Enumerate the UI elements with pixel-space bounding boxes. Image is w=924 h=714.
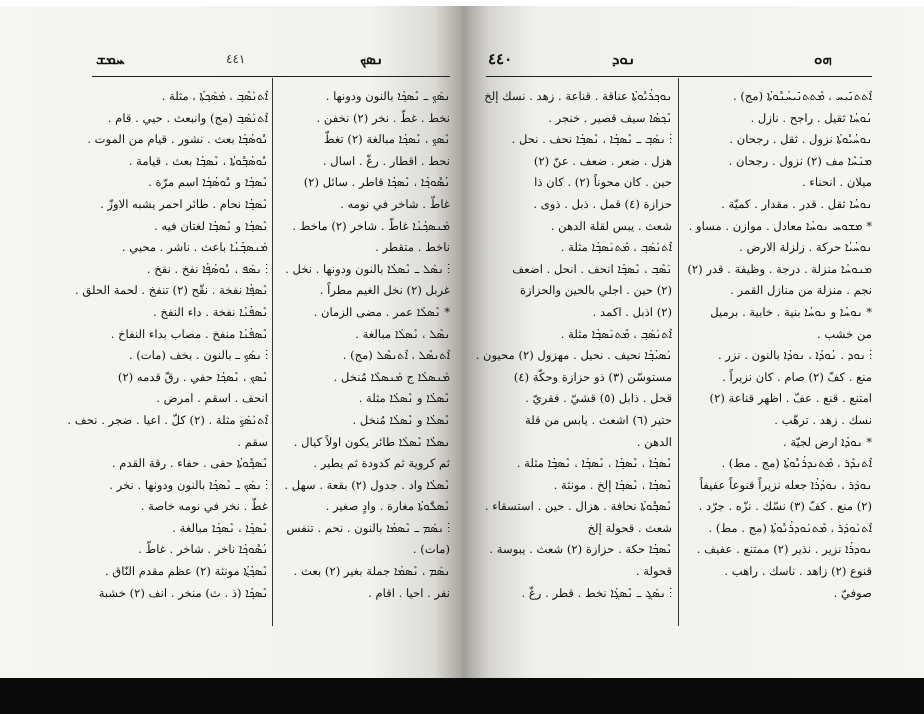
dictionary-line: ܐܶܬܢܰܣܰܒ݂ ، ܡܶܬܢܰܣܒ݂ܳܐ مثلة . [560,240,672,255]
dictionary-line: غربل (٢) نخل الغيم مطراً . [319,283,450,298]
dictionary-line: ܢܳܘܚܳܐ ثقيل . راجح . نازل . [750,110,872,125]
dictionary-line: ܢܳܣܽܘܟ݂ܳܐ ، ܢܶܣܟ݂ܳܐ قاطر . سائل (٢) [303,175,450,190]
left-page-header-right: ܢܣܟ [360,50,384,68]
dictionary-line: قحولة . [635,564,672,579]
dictionary-line: ܢܶܣܦܳܢܳܐ نفخة . داء النفخ . [153,304,268,319]
left-page-header-left: ܚܡܫ [96,50,125,68]
dictionary-line: ܢܣܰܟ݂ ـ ܢܶܣܟ݂ܳܐ بالنون ودونها . [325,89,450,103]
dictionary-line: ܢܶܣܒ݂ܳܐ نحام . طائر احمر يشبه الاوزّ . [100,196,268,211]
dictionary-line: امتنع . قنع . عفّ . اظهر قناعة (٢) [709,391,872,406]
dictionary-line: نسك . زهد . ترهّب . [774,412,872,427]
dictionary-line: هزل . ضعر . ضعف . عنّ (٢) [533,153,672,168]
dictionary-line: غطّ . نخر في نومه خاصة . [140,499,268,514]
dictionary-line: شعث . يبس لقلة الدهن . [550,218,672,233]
right-page-header-left: ܢܘܕ [612,50,636,68]
dictionary-line: ܢܶܣܦܳܢܳܐ منفخ . مصاب بداء النفاخ . [110,326,268,341]
right-page-header-right: ܗܘ [814,50,832,68]
dictionary-line: * ܢܘܕܳܐ ارض لجيّة . [782,434,872,449]
left-column-divider [272,78,273,626]
dictionary-line: ܐܶܬܢܰܣܰܒ݂ ، ܡܶܬܢܰܣܒ݂ܳܐ مثلة . [560,326,672,341]
dictionary-line: ميلان . انحناء . [802,175,872,190]
dictionary-line: (٢) حين . اجلي بالحين والحزازة [519,283,672,298]
dictionary-line: ܢܶܣܟ݂ܽܘܬܳܐ حفى . حفاء . رقة القدم . [111,456,268,471]
dictionary-line: ܢܳܣܽܘܟ݂ܳܐ ناخر . شاخر . غاطّ . [138,542,268,557]
dictionary-line: حتير (٦) اشعث . يابس من قلة [525,412,672,427]
right-page-number [488,50,512,74]
dictionary-line: ܢܽܘܣܳܒ݂ܳܐ بعث . نشور . قيام من الموت . [87,132,268,147]
right-inner-column [475,86,672,626]
dictionary-line: انحف . اسقم . امرض . [156,391,268,406]
dictionary-line: نجم . منزلة من منازل القمر . [730,283,872,298]
scan-bottom-edge [0,678,924,714]
dictionary-line: ܢܶܣܒ݂ܳܐ و ܢܽܘܣܳܒ݂ܳܐ اسم مرّة . [148,175,268,190]
dictionary-line: ⁝ ܢܣܰܡ ـ ܢܶܣܡܳܐ بالنون . نحم . تنفس [286,520,450,535]
right-header-rule [486,76,872,77]
dictionary-line: ܢܣܰܡ ، ܢܶܣܡܳܐ جملة بغير (٢) بعث . [293,564,450,579]
left-page-number: ٤٤١ [226,52,246,66]
dictionary-line: ܢܘܚܳܝܳܐ حركة . زلزلة الارض . [739,240,872,255]
dictionary-line: ܢܶܣܦ݂ܳܐ نفخة . نقّح (٢) تنفخ . لحمة الحلق . [75,283,268,298]
dictionary-line: سقم . [237,434,268,449]
dictionary-line: ܐܶܬܢܰܣܰܒ݂ (مج) وانبعث . حيي . قام . [107,110,268,125]
dictionary-line: ܡܢܰܚܶܐ مف (٢) نزول . رجحان . [728,153,872,168]
dictionary-line: ܢܶܣܒ݂ܳܐ و ܢܶܣܒ݂ܳܐ لغتان فيه . [154,218,268,233]
dictionary-line: ܢܶܣܟ݂ ، ܢܶܣܟ݂ܳܐ مبالغة (٢) تغطّ [323,132,450,147]
dictionary-line: ⁝ ܢܣܰܒ݂ ـ ܢܶܣܒ݂ܳܐ ، ܢܶܣܒ݂ܳܐ نحف . نحل . [511,132,672,147]
dictionary-line: ܢܘܕܰܪ ، ܢܘܕܳܪܳܐ جعله نزيراً قنوعاً عفيفاً [699,477,872,492]
dictionary-line: ⁝ ܢܘܕ . ܢܳܘܕܳܐ ، ܢܘܕܳܐ بالنون . نزر . [717,348,872,363]
dictionary-line: من خشب . [817,326,872,341]
left-inner-column [278,86,450,626]
dictionary-line: ⁝ ܢܣܰܦ ، ܢܽܘܣܳܦ݂ܳܐ نفخ . نقخ . [146,261,268,276]
dictionary-line: صوفيّ . [833,585,872,600]
dictionary-line: شعث . قحولة إلخ [587,520,672,535]
left-page [0,6,462,678]
dictionary-line: نخط . غطّ . نخر (٢) نخفن . [316,110,450,125]
dictionary-line: ܢܰܣܶܒ݂ ، ܢܶܣܒ݂ܳܐ انحف . انحل . اضعف [512,261,672,276]
dictionary-line: ܢܘܕܪܳܐ نزير . نذير (٢) ممتنع . عفيف . [696,542,872,557]
dictionary-line: ⁝ ܢܣܰܟ ـ ܢܶܣܟ݂ܳܐ بالنون ودونها . نخر . [109,477,268,492]
dictionary-line: ܢܘܚܳܝܽܘܬܳܐ نزول . ثقل . رجحان . [729,132,872,147]
dictionary-line: ܢܣܠܳܐ ܢܶܣܠܳܐ طائر يكون اولاً كيال . [293,434,450,449]
dictionary-line: ⁝ ܢܣܰܓ݂ ـ ܢܶܣܓ݂ܳܐ نخط . قطر . رغّ . [521,585,672,600]
dictionary-line: ܢܶܣܠܳܐ واد . جدول (٢) بقعة . سهل . [284,477,450,492]
dictionary-line: ܡܰܢܣܠܳܐ ج ܡܰܢܣܠܶܐ مُنخل . [333,369,450,384]
dictionary-line: ܐܶܬܢܰܣܶܒ݂ ، ܡܰܣܰܟ݂ܬܳܐ ، مثلة . [161,89,268,103]
dictionary-line: ܢܶܣܒ݂ܳܐ ، ܢܶܣܒ݂ܳܐ ، ܢܶܣܒ݂ܳܐ ، ܢܶܣܒ݂ܳܐ مثلة . [516,456,672,471]
dictionary-line: ܐܶܬܢܕܶܪ ، ܡܶܬܢܕܪܳܢܽܘܬܳܐ (مج . مط) . [721,456,872,471]
dictionary-line: ܢܶܣܟ݂ܳܐ ، ܢܶܣܟ݂ܳܐ مبالغة . [172,520,268,535]
dictionary-line: ܐܶܬܢܰܘܕܰܪ ، ܡܶܬܢܰܘܕܪܳܢܽܘܬܳܐ (مج . مط) . [708,520,872,535]
dictionary-line: ܢܶܣܟ݂ܳܬ݂ܳܐ مونثة (٢) عظم مقدم النّاق . [104,564,268,579]
dictionary-line: ܡܰܢܣܒ݂ܳܢܳܐ باعث . ناشر . محيي . [121,240,268,255]
right-outer-column [684,86,872,626]
dictionary-line: ܡܢܘܚܳܐ منزلة . درجة . وظيفة . قدر (٢) [687,261,872,276]
dictionary-line: ܐܶܬܢܰܣܰܟ݂ مثلة . (٢) كلّ . اعيا . ضجر . نحف . [67,412,268,427]
dictionary-line: * ܡܫܘܚ ܢܘܚܳܐ معادل . موازن . مساو . [688,218,872,233]
left-header-rule [92,76,450,77]
dictionary-line: * ܢܘܚܳܐ و ܢܘܚܳܐ بنية . خابية . برميل [710,304,872,319]
dictionary-line: ܢܶܣܒ݂ܽܘܬܳܐ نحافة . هزال . حين . استسقاء . [484,499,672,514]
dictionary-line: ܢܶܣܠܽܘܬܳܐ مغارة . وادٍ صغير . [325,499,450,514]
dictionary-line: * ܢܶܣܠܳܐ عمر . مضى الزمان . [313,304,450,319]
dictionary-line: ناخط . متقطر . [375,240,450,255]
dictionary-line: ܢܘܟ݂ܪܳܝܽܘܬܳܐ عناقة . قناعة . زهد . نسك إلخ [484,89,672,103]
dictionary-line: ثم كروية ثم كدودة ثم يطير . [313,456,450,471]
dictionary-line: ܢܘܚܳܐ ثقل . قدر . مقدار . كميّة . [721,196,872,211]
dictionary-line: ⁝ ܢܣܰܟ݂ ـ بالنون . بخف (مات) . [128,348,268,363]
dictionary-line: ܢܶܣܒ݂ܳܐ ، ܢܶܣܒ݂ܳܐ إلخ . مونثة . [553,477,672,492]
dictionary-line: مستوسّن (٣) ذو حزازة وحكّة (٤) [513,369,672,384]
dictionary-line: ܐܶܬܢܣܶܠ ، ܐܶܬܢܣܶܠ (مج) . [342,348,450,363]
dictionary-line: حين . كان محوناً (٢) . كان ذا [534,175,672,190]
dictionary-line: ܢܶܟ݂ܣܳܐ سيف قصير . خنجر . [548,110,672,125]
dictionary-line: ⁝ ܢܣܰܠ ـ ܢܶܣܠܳܐ بالنون ودونها . نخل . [285,261,450,276]
dictionary-line: نفر . احيا . اقام . [368,585,450,600]
dictionary-line: ܢܣܶܠ ، ܢܶܣܠܳܐ مبالغة . [355,326,450,341]
dictionary-line: غاطّ . شاخر في نومه . [340,196,450,211]
dictionary-line: ܐܶܬܬܢܺܝܚ ، ܡܶܬܬܢܺܝܚܳܢܽܘܬܳܐ (مج) . [733,89,872,103]
right-page-number-text: ٤٤٠ [488,50,513,68]
dictionary-line: ܢܶܣܠܳܐ و ܢܶܣܠܳܐ مثلة . [358,391,450,406]
dictionary-line: (٢) اذبل . اكمد . [592,304,672,319]
dictionary-line: منع . كفّ (٢) صام . كان نزيراً . [722,369,872,384]
dictionary-line: حزازة (٤) قمل . ذبل . ذوى . [533,196,672,211]
dictionary-line: (مات) . [412,542,450,557]
dictionary-line: ܢܶܣܟ݂ܳܐ (ذ . ث) منخر . انف (٢) خشبة [98,585,268,600]
dictionary-line: ܢܰܣܝܳܒ݂ܳܐ نحيف . نحيل . مهزول (٢) محيون . [475,348,672,363]
dictionary-line: قحل . ذابل (٥) قشيّ . فقريّ . [525,391,672,406]
dictionary-line: ܢܶܣܟ ، ܢܶܣܟ݂ܳܐ حفي . رقّ قدمه (٢) [117,369,268,384]
dictionary-line: نحط . اقطار . رغّ . اسال . [322,153,450,168]
right-page [462,6,924,678]
dictionary-line: ܢܽܘܣܳܒ݂ܽܘܬܳܐ ، ܢܶܣܒ݂ܳܐ بعث . قيامة . [128,153,268,168]
dictionary-line: ܡܰܢܣܟ݂ܳܢܳܐ غاطّ . شاخر (٢) ماخط . [292,218,450,233]
dictionary-line: ܢܶܣܠܳܐ و ܢܶܣܠܳܐ مُنخل . [352,412,450,427]
right-column-divider [678,78,679,626]
dictionary-line: (٢) منع . كفّ (٣) نسّك . نزّه . جرّد . [698,499,872,514]
left-outer-column [67,86,268,626]
dictionary-line: الدهن . [636,434,672,449]
dictionary-line: ܢܶܣܒ݂ܳܐ حكة . حزازة (٢) شعث . يبوسة . [489,542,672,557]
dictionary-line: قنوع (٢) زاهد . ناسك . راهب . [724,564,872,579]
